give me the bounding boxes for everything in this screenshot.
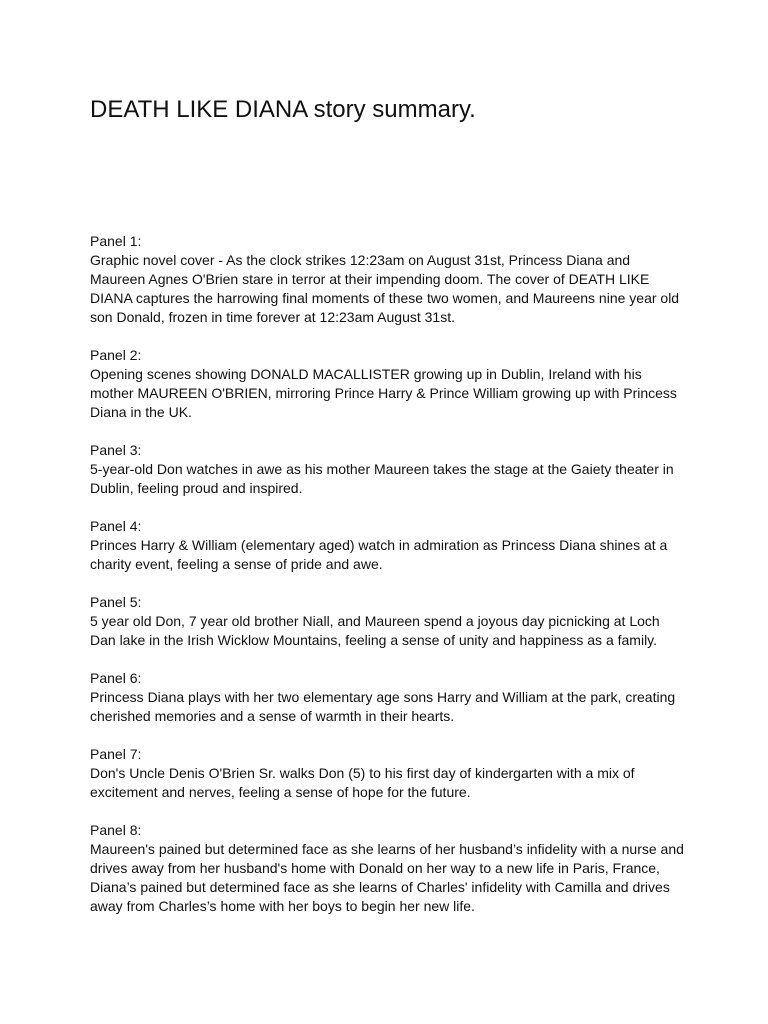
panel-heading: Panel 2: bbox=[90, 347, 142, 363]
panel-description bbox=[90, 688, 690, 726]
panel-section bbox=[90, 346, 690, 422]
panel-description-line: Diana in the UK. bbox=[90, 404, 192, 420]
panel-heading: Panel 7: bbox=[90, 746, 142, 762]
panel-description-line: 5 year old Don, 7 year old brother Niall, and Maureen spend a joyous day picnicking at Loch bbox=[90, 613, 660, 629]
panel-description-line: Diana’s pained but determined face as she learns of Charles' infidelity with Camilla and drives bbox=[90, 879, 670, 895]
panel-list bbox=[90, 232, 690, 935]
panel-description-line: Dan lake in the Irish Wicklow Mountains, feeling a sense of unity and happiness as a family. bbox=[90, 632, 658, 648]
panel-heading: Panel 8: bbox=[90, 822, 142, 838]
panel-description-line: Princess Diana plays with her two elementary age sons Harry and William at the park, creating bbox=[90, 689, 676, 705]
panel-description-line: cherished memories and a sense of warmth in their hearts. bbox=[90, 708, 455, 724]
panel-description bbox=[90, 840, 690, 916]
panel-heading: Panel 1: bbox=[90, 233, 142, 249]
panel-description bbox=[90, 251, 690, 327]
panel-section bbox=[90, 593, 690, 650]
panel-description-line: drives away from her husband's home with Donald on her way to a new life in Paris, France, bbox=[90, 860, 660, 876]
panel-description-line: Maureen Agnes O'Brien stare in terror at their impending doom. The cover of DEATH LIKE bbox=[90, 271, 650, 287]
panel-description bbox=[90, 764, 690, 802]
panel-description bbox=[90, 365, 690, 422]
panel-section bbox=[90, 441, 690, 498]
panel-section bbox=[90, 669, 690, 726]
panel-description-line: charity event, feeling a sense of pride and awe. bbox=[90, 556, 383, 572]
document-title: DEATH LIKE DIANA story summary. bbox=[90, 96, 476, 123]
panel-description bbox=[90, 536, 690, 574]
panel-description-line: DIANA captures the harrowing final moments of these two women, and Maureens nine year old bbox=[90, 290, 680, 306]
panel-section bbox=[90, 745, 690, 802]
panel-section bbox=[90, 821, 690, 916]
panel-description bbox=[90, 612, 690, 650]
panel-description bbox=[90, 460, 690, 498]
panel-description-line: excitement and nerves, feeling a sense of hope for the future. bbox=[90, 784, 471, 800]
panel-description-line: Graphic novel cover - As the clock strikes 12:23am on August 31st, Princess Diana and bbox=[90, 252, 631, 268]
panel-description-line: mother MAUREEN O'BRIEN, mirroring Prince Harry & Prince William growing up with Princess bbox=[90, 385, 677, 401]
panel-description-line: Maureen's pained but determined face as she learns of her husband’s infidelity with a nurse and bbox=[90, 841, 684, 857]
panel-description-line: Princes Harry & William (elementary aged) watch in admiration as Princess Diana shines at a bbox=[90, 537, 668, 553]
panel-heading: Panel 5: bbox=[90, 594, 142, 610]
panel-section bbox=[90, 232, 690, 327]
panel-description-line: Dublin, feeling proud and inspired. bbox=[90, 480, 303, 496]
panel-section bbox=[90, 517, 690, 574]
panel-description-line: Don's Uncle Denis O'Brien Sr. walks Don (5) to his first day of kindergarten with a mix of bbox=[90, 765, 635, 781]
panel-description-line: Opening scenes showing DONALD MACALLISTER growing up in Dublin, Ireland with his bbox=[90, 366, 642, 382]
panel-heading: Panel 6: bbox=[90, 670, 142, 686]
panel-heading: Panel 3: bbox=[90, 442, 142, 458]
panel-description-line: 5-year-old Don watches in awe as his mother Maureen takes the stage at the Gaiety theater in bbox=[90, 461, 674, 477]
panel-description-line: away from Charles’s home with her boys to begin her new life. bbox=[90, 898, 475, 914]
panel-heading: Panel 4: bbox=[90, 518, 142, 534]
panel-description-line: son Donald, frozen in time forever at 12:23am August 31st. bbox=[90, 309, 455, 325]
